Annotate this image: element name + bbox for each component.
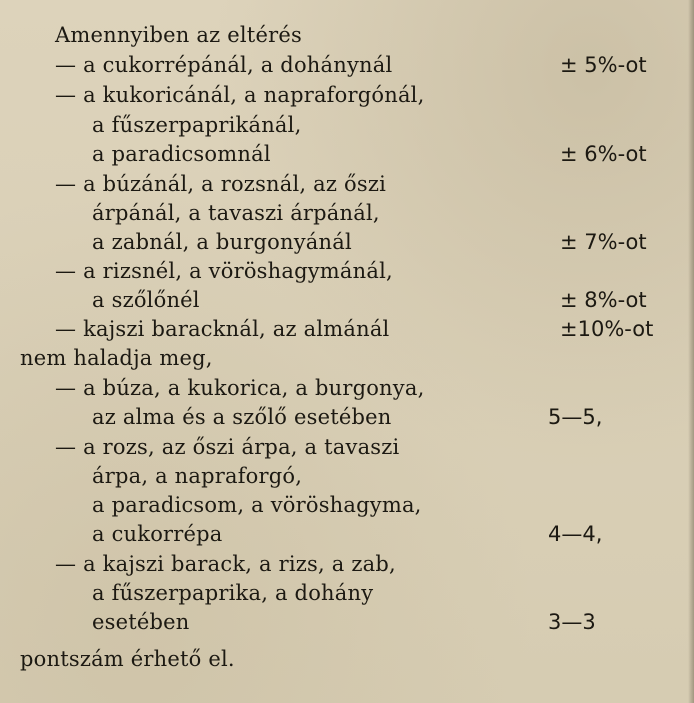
text-line: — a búza, a kukorica, a burgonya, <box>55 376 425 400</box>
text-line: árpa, a napraforgó, <box>92 464 303 488</box>
tolerance-value: ±10%-ot <box>560 317 654 341</box>
text-line: a zabnál, a burgonyánál <box>92 230 352 254</box>
text-line: a paradicsomnál <box>92 142 271 166</box>
text-line: a fűszerpaprikánál, <box>92 113 302 137</box>
text-line: — a rozs, az őszi árpa, a tavaszi <box>55 435 400 459</box>
score-value: 5—5, <box>548 405 603 429</box>
tolerance-value: ± 6%-ot <box>560 142 647 166</box>
tolerance-value: ± 5%-ot <box>560 53 647 77</box>
text-line: a paradicsom, a vöröshagyma, <box>92 493 422 517</box>
text-line: — a cukorrépánál, a dohánynál <box>55 53 393 77</box>
text-line: Amennyiben az eltérés <box>55 23 302 47</box>
text-line: a cukorrépa <box>92 522 223 546</box>
text-line: árpánál, a tavaszi árpánál, <box>92 201 380 225</box>
text-line: — kajszi baracknál, az almánál <box>55 317 390 341</box>
text-line: az alma és a szőlő esetében <box>92 405 392 429</box>
text-line: a fűszerpaprika, a dohány <box>92 581 374 605</box>
text-line: pontszám érhető el. <box>20 647 235 671</box>
text-line: — a rizsnél, a vöröshagymánál, <box>55 259 393 283</box>
text-line: nem haladja meg, <box>20 346 213 370</box>
text-line: esetében <box>92 610 190 634</box>
score-value: 4—4, <box>548 522 603 546</box>
tolerance-value: ± 8%-ot <box>560 288 647 312</box>
page-edge-shadow <box>688 0 694 703</box>
score-value: 3—3 <box>548 610 596 634</box>
text-line: — a kajszi barack, a rizs, a zab, <box>55 552 396 576</box>
text-line: a szőlőnél <box>92 288 200 312</box>
tolerance-value: ± 7%-ot <box>560 230 647 254</box>
text-line: — a búzánál, a rozsnál, az őszi <box>55 172 387 196</box>
text-line: — a kukoricánál, a napraforgónál, <box>55 83 425 107</box>
